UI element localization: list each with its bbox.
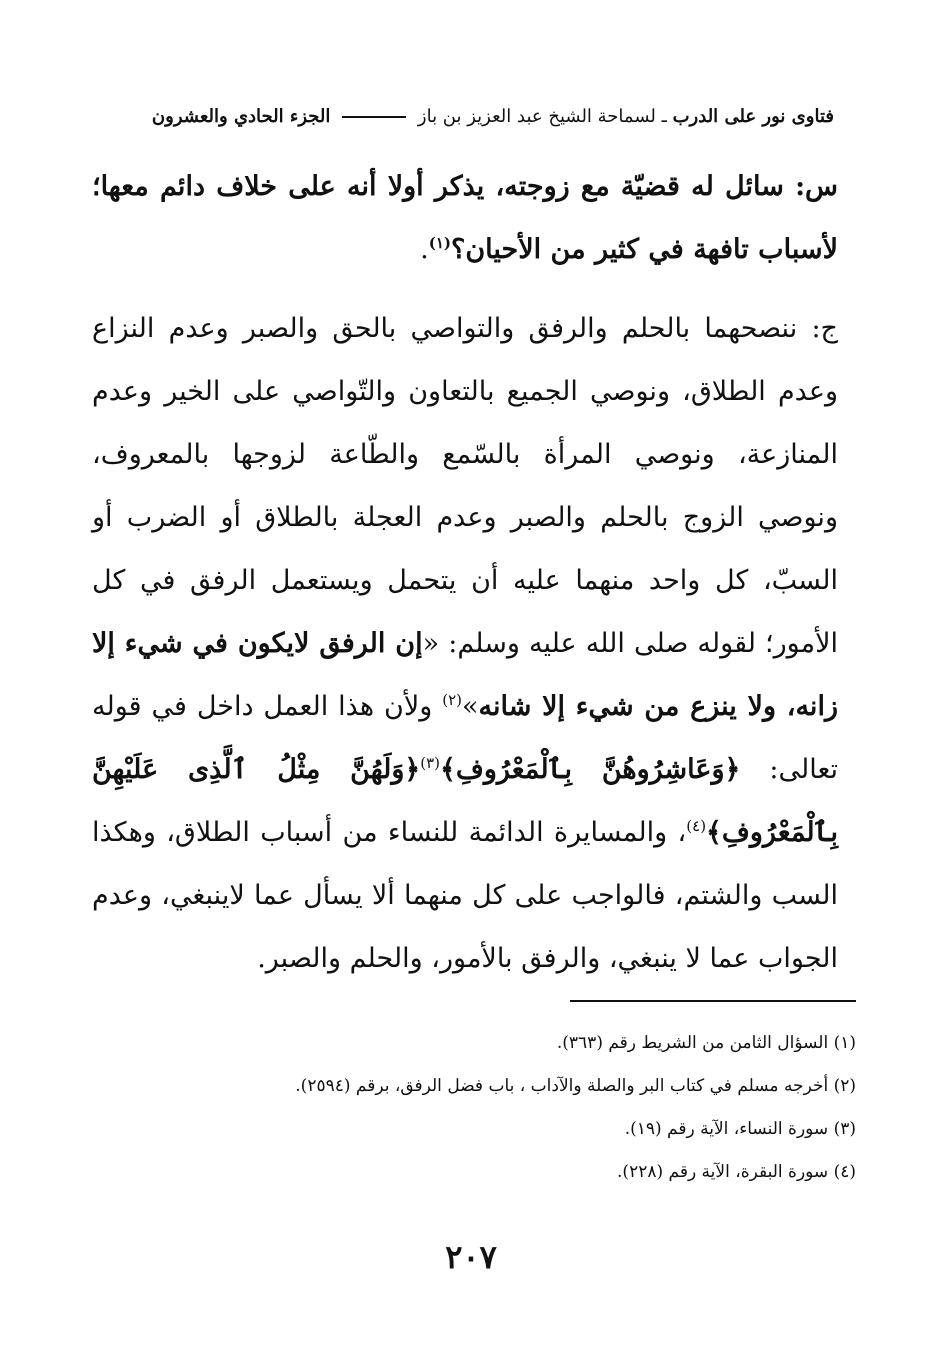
footnote-4: (٤) سورة البقرة، الآية رقم (٢٢٨).	[617, 1162, 856, 1182]
running-header	[98, 100, 834, 134]
header-separator	[342, 116, 406, 118]
author-line: لسماحة الشيخ عبد العزيز بن باز	[417, 106, 656, 127]
answer-text-1: ج: ننصحهما بالحلم والرفق والتواصي بالحق والصبر وعدم النزاع وعدم الطلاق، ونوصي الجميع بالتعاون والتّواصي على الخير وعدم المنازعة، ونوصي المرأة بالسّمع والطّاعة لزوجها بالمعروف، ونوصي الزوج بالحلم والصبر وعدم العجلة بالطلاق أو الضرب أو السبّ، كل واحد منهما عليه أن يتحمل ويستعمل الرفق في كل الأمور؛ لقوله صلى الله عليه وسلم: «	[92, 313, 838, 659]
answer-text-4: ، والمسايرة الدائمة للنساء من أسباب الطلاق، وهكذا السب والشتم، فالواجب على كل منهما ألا يسأل عما لاينبغي، وعدم الجواب عما لا ينبغي، والرفق بالأمور، والحلم والصبر.	[92, 817, 838, 974]
footnote-1: (١) السؤال الثامن من الشريط رقم (٣٦٣).	[556, 1033, 856, 1053]
main-text	[92, 155, 838, 990]
footnote-divider	[570, 1000, 856, 1002]
answer-text-3: ولأن هذا العمل داخل في قوله تعالى:	[92, 691, 839, 785]
quran-verse-1: ﴿وَعَاشِرُوهُنَّ بِٱلْمَعْرُوفِ﴾	[440, 754, 741, 785]
hadith-quote: إن الرفق لايكون في شيء إلا زانه، ولا ينزع من شيء إلا شانه	[92, 628, 838, 722]
footnote-ref-1: (١)	[428, 234, 452, 252]
answer-paragraph	[92, 297, 838, 990]
quran-verse-2: ﴿وَلَهُنَّ مِثْلُ ٱلَّذِى عَلَيْهِنَّ بِٱلْمَعْرُوفِ﴾	[92, 754, 838, 848]
footnote-ref-2: (٢)	[442, 691, 463, 709]
header-dash: ـ	[655, 106, 667, 127]
footnote-3: (٣) سورة النساء، الآية رقم (١٩).	[624, 1119, 856, 1139]
footnote-2: (٢) أخرجه مسلم في كتاب البر والصلة والآداب ، باب فضل الرفق، برقم (٢٥٩٤).	[295, 1076, 856, 1096]
footnote-ref-4: (٤)	[686, 817, 707, 835]
footnote-ref-3: (٣)	[420, 754, 441, 772]
question-text: س: سائل له قضيّة مع زوجته، يذكر أولا أنه على خلاف دائم معها؛ لأسباب تافهة في كثير من الأحيان؟	[92, 171, 838, 265]
answer-text-2: »	[462, 691, 479, 722]
footnotes	[100, 1034, 856, 1206]
book-title: فتاوى نور على الدرب	[672, 106, 834, 127]
question-end: .	[420, 234, 429, 265]
page-number: ٢٠٧	[445, 1238, 497, 1276]
volume-part: الجزء الحادي والعشرون	[151, 106, 331, 127]
question-paragraph	[92, 155, 838, 281]
